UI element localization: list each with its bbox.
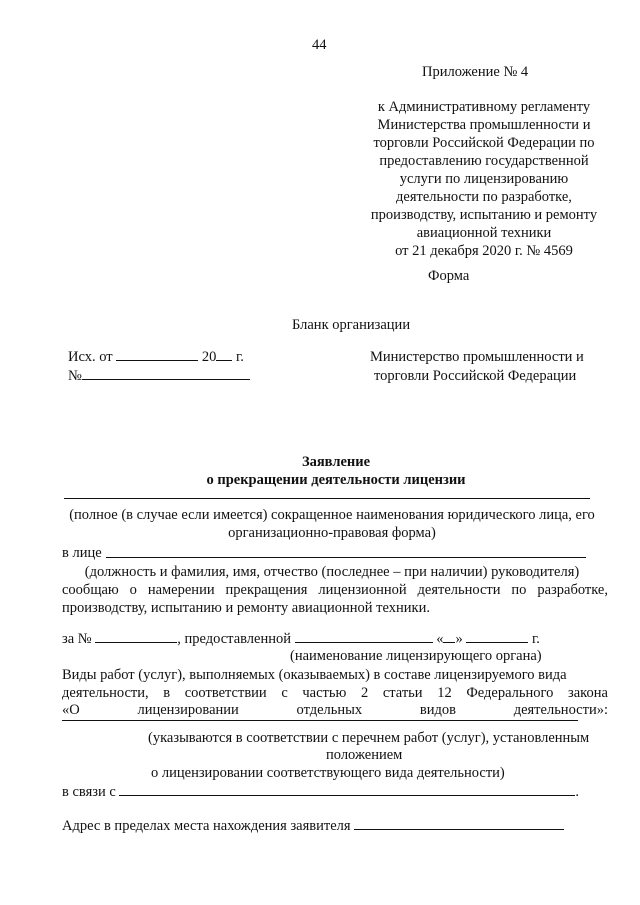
word: «О [62, 702, 80, 718]
works-line-2 [62, 685, 608, 702]
word: отдельных [296, 702, 363, 718]
appendix-line: Министерства промышленности и [377, 117, 591, 133]
word: статьи [382, 685, 423, 701]
address-line [62, 818, 564, 835]
intent-line-2: производству, испытанию и ремонту авиационной техники. [62, 600, 430, 616]
year-prefix: 20 [201, 349, 217, 365]
month-field[interactable] [466, 642, 528, 643]
appendix-line: авиационной техники [416, 225, 552, 241]
address-label: Адрес в пределах места нахождения заявителя [62, 818, 351, 834]
address-field[interactable] [354, 829, 564, 830]
word: намерении [147, 582, 215, 598]
appendix-line: услуги по лицензированию [399, 171, 569, 187]
word: частью [302, 685, 347, 701]
ref-date-field[interactable] [116, 360, 198, 361]
word: по [511, 582, 527, 598]
appendix-line: деятельности по разработке, [396, 189, 572, 205]
license-line [62, 631, 540, 648]
form-label: Форма [428, 268, 470, 284]
issued-label: , предоставленной [177, 631, 291, 647]
appendix-line: предоставлению государственной [379, 153, 589, 169]
works-list-field[interactable] [62, 720, 578, 721]
hint-works-line-3: о лицензировании соответствующего вида деятельности) [151, 765, 505, 781]
word: лицензировании [137, 702, 239, 718]
recipient-line-1: Министерство промышленности и [370, 349, 584, 365]
word: видов [419, 702, 456, 718]
word: лицензионной [318, 582, 407, 598]
year-field[interactable] [216, 360, 232, 361]
year-suffix: г. [236, 349, 244, 365]
works-line-1: Виды работ (услуг), выполняемых (оказываемых) в составе лицензируемого вида [62, 667, 567, 683]
hint-authority: (наименование лицензирующего органа) [290, 648, 542, 664]
reason-label: в связи с [62, 784, 116, 800]
hint-entity-line-2: организационно-правовая форма) [228, 525, 436, 541]
word: закона [567, 685, 608, 701]
page-number: 44 [312, 37, 327, 53]
organization-blank-label: Бланк организации [292, 317, 411, 333]
appendix-reference [350, 98, 618, 260]
word: деятельности»: [513, 702, 608, 718]
word: деятельности, [62, 685, 149, 701]
day-field[interactable] [443, 642, 455, 643]
appendix-line: торговли Российской Федерации по [373, 135, 595, 151]
outgoing-ref-line [68, 349, 244, 366]
in-person-label: в лице [62, 545, 102, 561]
reason-field[interactable] [119, 795, 575, 796]
reason-end: . [575, 784, 580, 800]
number-label: № [68, 368, 82, 384]
appendix-line: от 21 декабря 2020 г. № 4569 [395, 243, 573, 259]
outgoing-number-line [68, 368, 250, 385]
word: Федерального [466, 685, 554, 701]
word: разработке, [537, 582, 608, 598]
date-open-quote: « [436, 631, 444, 647]
entity-name-field[interactable] [64, 498, 590, 499]
word: в [163, 685, 171, 701]
number-field[interactable] [82, 379, 250, 380]
hint-head: (должность и фамилия, имя, отчество (последнее – при наличии) руководителя) [84, 564, 580, 580]
license-number-field[interactable] [95, 642, 177, 643]
hint-works-line-2: положением [326, 747, 403, 763]
reason-line [62, 784, 579, 801]
word: сообщаю [62, 582, 119, 598]
works-line-3 [62, 702, 608, 719]
authority-field[interactable] [295, 642, 433, 643]
hint-entity-line-1: (полное (в случае если имеется) сокращенное наименования юридического лица, его [69, 507, 595, 523]
license-no-label: за № [62, 631, 92, 647]
word: 12 [437, 685, 452, 701]
document-subtitle: о прекращении деятельности лицензии [206, 472, 466, 488]
date-close-quote: » [455, 631, 463, 647]
word: деятельности [417, 582, 501, 598]
head-person-field[interactable] [106, 557, 586, 558]
hint-works-line-1: (указываются в соответствии с перечнем работ (услуг), установленным [148, 730, 590, 746]
appendix-line: к Административному регламенту [377, 99, 591, 115]
word: 2 [360, 685, 369, 701]
recipient-line-2: торговли Российской Федерации [374, 368, 577, 384]
intent-line-1 [62, 582, 608, 599]
word: с [281, 685, 288, 701]
word: соответствии [184, 685, 267, 701]
ref-label: Исх. от [68, 349, 113, 365]
word: прекращения [225, 582, 308, 598]
appendix-line: производству, испытанию и ремонту [370, 207, 598, 223]
word: о [129, 582, 137, 598]
appendix-title: Приложение № 4 [422, 64, 529, 80]
date-year-suffix: г. [531, 631, 540, 647]
document-title: Заявление [301, 454, 371, 470]
